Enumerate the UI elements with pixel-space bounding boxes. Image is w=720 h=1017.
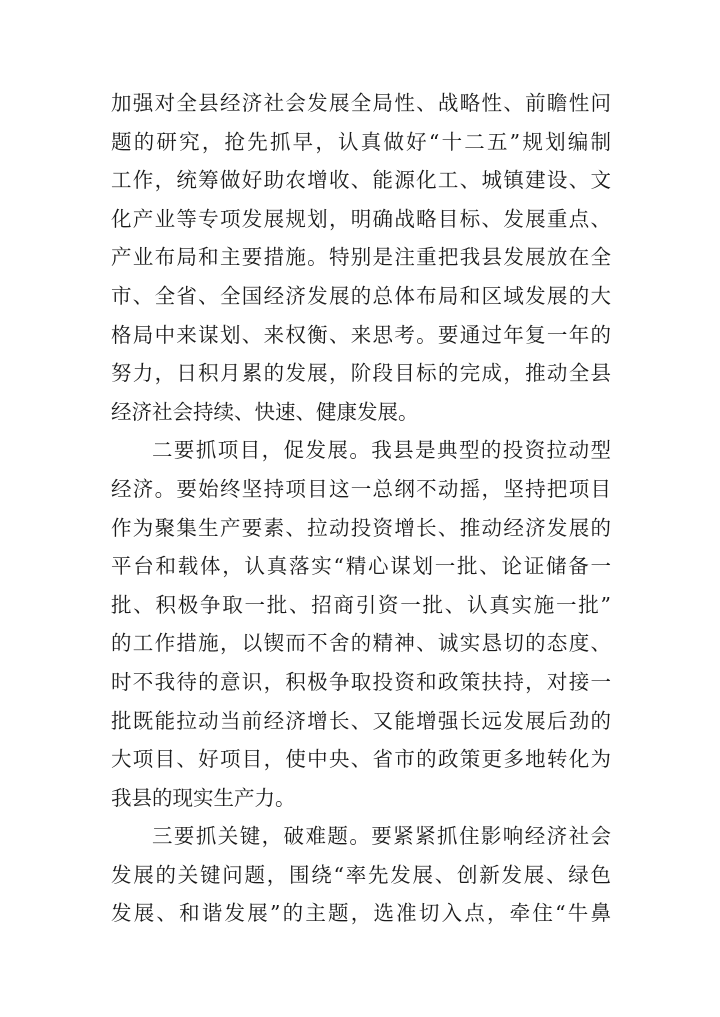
text-line: 发展、和谐发展”的主题，选准切入点，牵住“牛鼻 [111,901,611,926]
text-line: 平台和载体，认真落实“精心谋划一批、论证储备一 [111,554,611,579]
text-line: 题的研究，抢先抓早，认真做好“十二五”规划编制 [111,129,611,154]
text-line: 作为聚集生产要素、拉动投资增长、推动经济发展的 [111,515,611,540]
text-line: 经济。要始终坚持项目这一总纲不动摇，坚持把项目 [111,476,611,501]
text-line: 经济社会持续、快速、健康发展。 [111,399,419,424]
text-line: 我县的现实生产力。 [111,785,296,810]
text-line: 市、全省、全国经济发展的总体布局和区域发展的大 [111,283,611,308]
text-line: 努力，日积月累的发展，阶段目标的完成，推动全县 [111,361,611,386]
text-line: 工作，统筹做好助农增收、能源化工、城镇建设、文 [111,168,611,193]
text-line: 化产业等专项发展规划，明确战略目标、发展重点、 [111,206,611,231]
text-line: 批、积极争取一批、招商引资一批、认真实施一批” [111,592,611,617]
text-line: 格局中来谋划、来权衡、来思考。要通过年复一年的 [111,322,611,347]
text-line: 发展的关键问题，围绕“率先发展、创新发展、绿色 [111,862,611,887]
text-line: 产业布局和主要措施。特别是注重把我县发展放在全 [111,245,611,270]
text-line: 批既能拉动当前经济增长、又能增强长远发展后劲的 [111,708,611,733]
text-line: 时不我待的意识，积极争取投资和政策扶持，对接一 [111,669,611,694]
paragraph-start-line: 三要抓关键，破难题。要紧紧抓住影响经济社会 [152,824,611,849]
text-line: 大项目、好项目，使中央、省市的政策更多地转化为 [111,747,611,772]
text-line: 的工作措施，以锲而不舍的精神、诚实恳切的态度、 [111,631,611,656]
paragraph-start-line: 二要抓项目，促发展。我县是典型的投资拉动型 [152,438,611,463]
body-text [111,84,611,933]
text-line: 加强对全县经济社会发展全局性、战略性、前瞻性问 [111,91,611,115]
